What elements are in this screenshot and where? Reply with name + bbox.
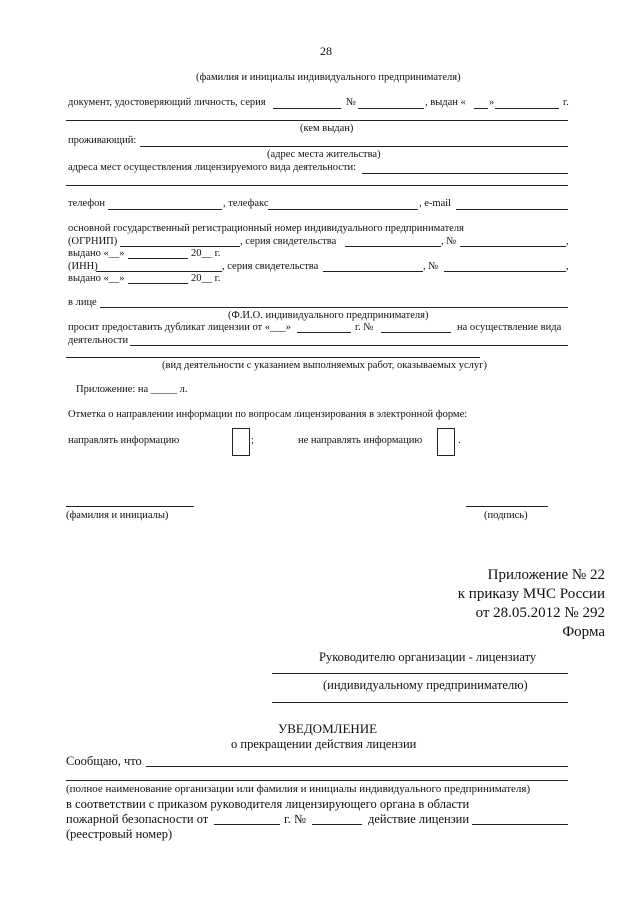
for-activity-label: на осуществление вида [457,322,562,333]
ogrnip-number-field[interactable] [460,246,566,247]
issued-day-field[interactable] [474,108,488,109]
activity-field-2[interactable] [66,357,480,358]
order-year-no: г. № [284,812,306,826]
issued-by-field[interactable] [66,120,568,121]
ogrnip-no-label: , № [441,236,457,247]
annex-line-1: Приложение № 22 [487,567,605,583]
request-number-field[interactable] [381,332,451,333]
attachment-label: Приложение: на _____ л. [76,384,188,395]
addressee-line-2: (индивидуальному предпринимателю) [323,678,528,692]
accordance-text: в соответствии с приказом руководителя лицензирующего органа в области [66,797,470,811]
fax-label: , телефакс [223,198,269,209]
inn-issued-month-field[interactable] [128,283,188,284]
registry-number-caption: (реестровый номер) [66,827,173,841]
document-number-field[interactable] [358,108,424,109]
request-text: просит предоставить дубликат лицензии от «___» [68,322,292,333]
inn-series-label: , серия свидетельства [222,261,319,272]
inn-no-label: , № [423,261,439,272]
inn-field[interactable] [96,271,222,272]
places-field[interactable] [362,173,568,174]
annex-line-2: к приказу МЧС России [457,586,605,602]
order-date-field[interactable] [214,824,280,825]
year-suffix: г. [563,97,569,108]
residence-field[interactable] [140,146,568,147]
send-info-checkbox[interactable] [232,428,250,456]
activity-caption: (вид деятельности с указанием выполняемых работ, оказываемых услуг) [162,360,487,371]
email-label: , e-mail [419,198,452,209]
request-year-no: г. № [355,322,374,333]
org-caption: (полное наименование организации или фамилия и инициалы индивидуального предпринимателя) [66,783,531,795]
places-field-2[interactable] [66,185,568,186]
issued-by-caption: (кем выдан) [300,123,354,134]
issued-label: , выдан « [425,97,466,108]
inform-label: Сообщаю, что [66,754,142,768]
residing-label: проживающий: [68,135,137,146]
addressee-field[interactable] [272,673,568,674]
electronic-mark-text: Отметка о направлении информации по вопросам лицензирования в электронной форме: [68,409,468,420]
addressee-line-1: Руководителю организации - лицензиату [319,650,537,664]
request-month-field[interactable] [297,332,351,333]
in-person-field[interactable] [100,307,568,308]
notice-title: УВЕДОМЛЕНИЕ [278,721,378,736]
page-number: 28 [320,44,332,58]
activity-label: деятельности [68,335,129,346]
number-sign: № [346,97,357,108]
license-action-text: действие лицензии [368,812,470,826]
issued-month-field[interactable] [495,108,559,109]
send-info-label: направлять информацию [68,435,180,446]
ogrnip-series-field[interactable] [345,246,441,247]
fio-ip-caption: (Ф.И.О. индивидуального предпринимателя) [228,310,429,321]
signature-fio-caption: (фамилия и инициалы) [66,510,169,521]
quote-close: » [489,97,495,108]
ogrnip-label: (ОГРНИП) [68,236,118,247]
inn-issued-label: выдано «__» [68,273,125,284]
signature-name-field[interactable] [66,506,194,507]
no-send-info-checkbox[interactable] [437,428,455,456]
series-field[interactable] [273,108,341,109]
ogrnip-issued-label: выдано «__» [68,248,125,259]
fax-field[interactable] [268,209,418,210]
signature-caption: (подпись) [484,510,528,521]
residence-caption: (адрес места жительства) [267,149,381,160]
email-field[interactable] [456,209,568,210]
ogrnip-series-label: , серия свидетельства [240,236,337,247]
places-label: адреса мест осуществления лицензируемого вида деятельности: [68,162,357,173]
inform-field-2[interactable] [66,780,568,781]
annex-line-4: Форма [562,624,605,640]
phone-field[interactable] [108,209,222,210]
inn-number-field[interactable] [444,271,566,272]
ogrnip-issued-month-field[interactable] [128,258,188,259]
phone-label: телефон [68,198,105,209]
notice-subtitle: о прекращении действия лицензии [231,737,417,751]
inn-label: (ИНН) [68,261,98,272]
annex-line-3: от 28.05.2012 № 292 [475,605,605,621]
ogrnip-year: 20__ г. [191,248,221,259]
no-send-info-label: не направлять информацию [298,435,423,446]
signature-field[interactable] [466,506,548,507]
in-person-label: в лице [68,297,97,308]
addressee-field-2[interactable] [272,702,568,703]
order-number-field[interactable] [312,824,362,825]
document-label: документ, удостоверяющий личность, серия [68,97,266,108]
inn-year: 20__ г. [191,273,221,284]
inn-series-field[interactable] [323,271,423,272]
ogrnip-title: основной государственный регистрационный номер индивидуального предпринимателя [68,223,464,234]
inform-field[interactable] [146,766,568,767]
fio-caption: (фамилия и инициалы индивидуального предпринимателя) [196,72,461,83]
ogrnip-field[interactable] [120,246,240,247]
annex-block [458,566,605,642]
activity-field[interactable] [130,345,568,346]
fire-safety-text: пожарной безопасности от [66,812,209,826]
license-number-field[interactable] [472,824,568,825]
